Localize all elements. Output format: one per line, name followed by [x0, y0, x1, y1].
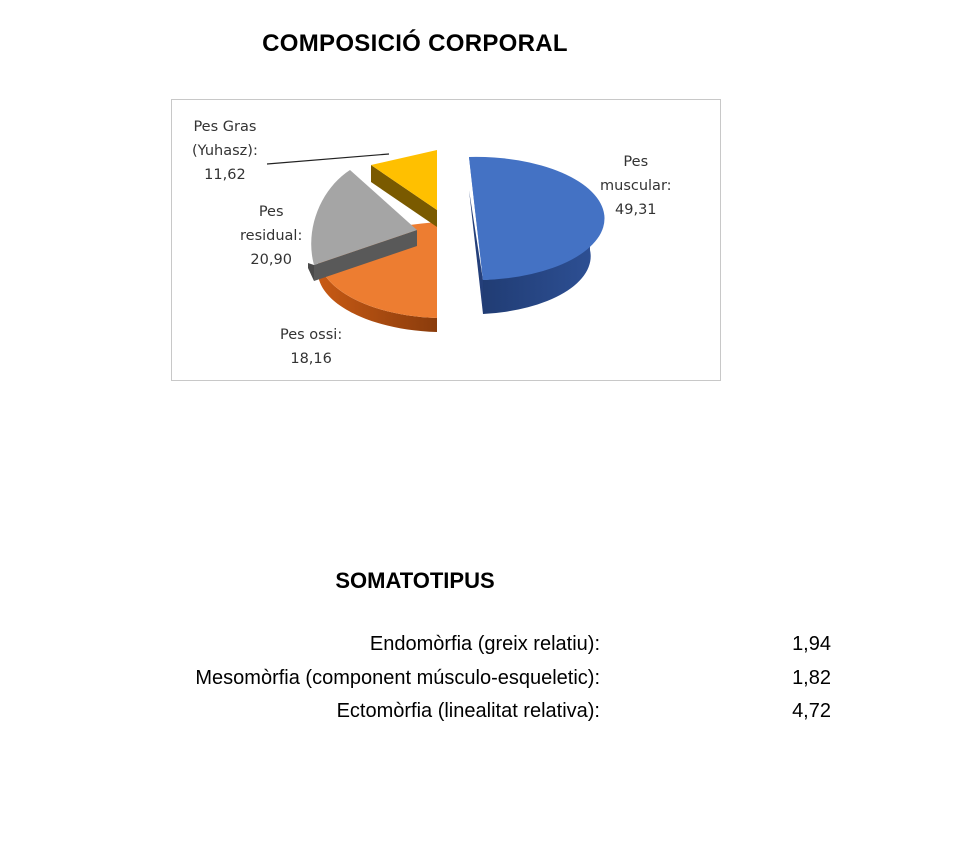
- composition-title: [0, 30, 830, 58]
- somatotype-title: SOMATOTIPUS: [335, 568, 495, 593]
- leader-line: [267, 154, 389, 164]
- label-residual-name2: residual:: [240, 228, 303, 244]
- label-oss: [280, 323, 342, 371]
- label-residual: [240, 200, 302, 272]
- label-muscular: [600, 150, 672, 222]
- label-fat: [192, 115, 258, 187]
- row-value: 1,82: [792, 667, 831, 689]
- somatotype-row-mesomorphy: [0, 667, 972, 697]
- composition-title-text: COMPOSICIÓ CORPORAL: [262, 30, 568, 57]
- row-value: 4,72: [792, 700, 831, 722]
- label-muscular-name1: Pes: [623, 154, 649, 170]
- label-muscular-value: 49,31: [615, 202, 657, 218]
- label-residual-name1: Pes: [258, 204, 284, 220]
- label-fat-name1: Pes Gras: [193, 119, 257, 135]
- label-fat-name2: (Yuhasz):: [192, 143, 258, 159]
- label-residual-value: 20,90: [250, 252, 292, 268]
- row-label: Ectomòrfia (linealitat relativa):: [336, 700, 600, 722]
- row-label: Endomòrfia (greix relatiu):: [369, 633, 600, 655]
- somatotype-row-endomorphy: [0, 633, 972, 663]
- label-oss-name: Pes ossi:: [280, 327, 343, 343]
- pie-chart: [171, 99, 721, 381]
- label-oss-value: 18,16: [290, 351, 332, 367]
- somatotype-row-ectomorphy: [0, 700, 972, 730]
- label-muscular-name2: muscular:: [600, 178, 672, 194]
- slice-muscular: [469, 157, 604, 314]
- label-fat-value: 11,62: [204, 167, 246, 183]
- row-label: Mesomòrfia (component músculo-esqueletic):: [195, 667, 600, 689]
- row-value: 1,94: [792, 633, 831, 655]
